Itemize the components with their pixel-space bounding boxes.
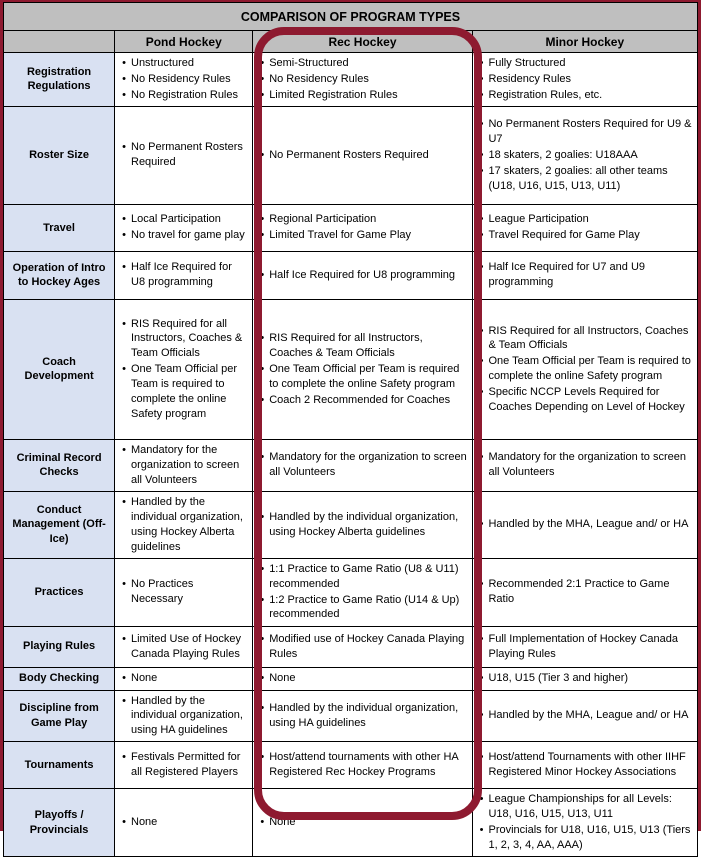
- cell-minor: [472, 789, 697, 857]
- bullet-icon: •: [479, 88, 484, 101]
- row-label: Practices: [4, 558, 115, 626]
- bullet-icon: •: [479, 261, 484, 274]
- bullet-icon: •: [122, 751, 126, 764]
- bullet-item: [480, 228, 693, 243]
- comparison-table-container: [3, 2, 698, 852]
- table-row: [4, 742, 698, 789]
- bullet-item: [260, 632, 467, 662]
- row-label: Tournaments: [4, 742, 115, 789]
- bullet-item: [260, 362, 467, 392]
- bullet-list: [257, 562, 467, 623]
- row-label: Discipline from Game Play: [4, 690, 115, 742]
- bullet-icon: •: [260, 751, 265, 764]
- bullet-icon: •: [122, 88, 126, 101]
- bullet-list: [477, 671, 693, 686]
- bullet-text: Half Ice Required for U7 and U9 programming: [488, 261, 646, 289]
- bullet-text: 1:1 Practice to Game Ratio (U8 & U11) recommended: [269, 562, 459, 590]
- bullet-list: [119, 443, 248, 488]
- bullet-text: RIS Required for all Instructors, Coaches & Team Officials: [488, 324, 689, 352]
- bullet-text: Recommended 2:1 Practice to Game Ratio: [488, 578, 670, 606]
- bullet-icon: •: [260, 72, 265, 85]
- table-row: [4, 558, 698, 626]
- bullet-text: Full Implementation of Hockey Canada Playing Rules: [488, 632, 679, 660]
- cell-rec: [253, 558, 472, 626]
- bullet-icon: •: [479, 72, 484, 85]
- bullet-list: [257, 331, 467, 408]
- cell-pond: [115, 251, 253, 299]
- bullet-item: [260, 671, 467, 686]
- bullet-text: Mandatory for the organization to screen all Volunteers: [131, 443, 240, 486]
- bullet-text: Specific NCCP Levels Required for Coaches Depending on Level of Hockey: [488, 386, 685, 414]
- bullet-list: [477, 708, 693, 723]
- bullet-text: No Registration Rules: [131, 88, 238, 101]
- title-row: [4, 3, 698, 31]
- bullet-item: [122, 815, 248, 830]
- cell-pond: [115, 439, 253, 491]
- bullet-icon: •: [122, 363, 126, 376]
- bullet-icon: •: [122, 261, 126, 274]
- cell-rec: [253, 789, 472, 857]
- bullet-text: No Residency Rules: [269, 72, 369, 85]
- bullet-item: [480, 164, 693, 194]
- bullet-item: [480, 708, 693, 723]
- cell-pond: [115, 667, 253, 690]
- bullet-list: [119, 632, 248, 662]
- bullet-text: Handled by the individual organization, using HA guidelines: [131, 694, 243, 737]
- cell-minor: [472, 626, 697, 667]
- bullet-icon: •: [479, 148, 484, 161]
- bullet-text: Handled by the MHA, League and/ or HA: [488, 518, 689, 531]
- bullet-icon: •: [122, 141, 126, 154]
- bullet-icon: •: [479, 751, 484, 764]
- bullet-icon: •: [122, 694, 126, 707]
- bullet-text: No Permanent Rosters Required: [131, 141, 243, 169]
- row-label: Operation of Intro to Hockey Ages: [4, 251, 115, 299]
- bullet-item: [480, 632, 693, 662]
- bullet-item: [480, 517, 693, 532]
- bullet-text: Mandatory for the organization to screen all Volunteers: [488, 451, 686, 479]
- bullet-item: [122, 260, 248, 290]
- bullet-icon: •: [479, 117, 484, 130]
- bullet-text: Limited Registration Rules: [269, 88, 398, 101]
- bullet-item: [260, 212, 467, 227]
- bullet-icon: •: [260, 88, 265, 101]
- bullet-item: [480, 385, 693, 415]
- cell-rec: [253, 106, 472, 204]
- bullet-text: RIS Required for all Instructors, Coaches & Team Officials: [269, 331, 423, 359]
- bullet-icon: •: [260, 510, 265, 523]
- bullet-icon: •: [260, 593, 265, 606]
- bullet-icon: •: [260, 393, 265, 406]
- bullet-item: [480, 823, 693, 853]
- bullet-icon: •: [479, 386, 484, 399]
- cell-rec: [253, 204, 472, 251]
- bullet-item: [260, 450, 467, 480]
- bullet-list: [477, 324, 693, 416]
- bullet-item: [480, 354, 693, 384]
- bullet-text: No Practices Necessary: [131, 578, 194, 606]
- bullet-icon: •: [260, 451, 265, 464]
- bullet-text: None: [269, 672, 296, 685]
- bullet-list: [257, 701, 467, 731]
- row-label: Registration Regulations: [4, 53, 115, 107]
- table-title: COMPARISON OF PROGRAM TYPES: [4, 3, 698, 31]
- bullet-icon: •: [122, 213, 126, 226]
- cell-rec: [253, 299, 472, 439]
- bullet-text: Festivals Permitted for all Registered Players: [131, 751, 241, 779]
- bullet-list: [257, 212, 467, 243]
- cell-rec: [253, 742, 472, 789]
- cell-rec: [253, 439, 472, 491]
- bullet-icon: •: [260, 229, 265, 242]
- cell-rec: [253, 626, 472, 667]
- bullet-icon: •: [260, 268, 265, 281]
- bullet-text: Residency Rules: [488, 72, 572, 85]
- bullet-list: [477, 750, 693, 780]
- cell-minor: [472, 106, 697, 204]
- bullet-text: One Team Official per Team is required to complete the online Safety program: [269, 362, 460, 390]
- bullet-text: League Participation: [488, 213, 589, 226]
- row-label: Travel: [4, 204, 115, 251]
- bullet-list: [477, 632, 693, 662]
- bullet-icon: •: [122, 57, 126, 69]
- bullet-list: [119, 260, 248, 290]
- bullet-icon: •: [122, 578, 126, 591]
- bullet-text: Host/attend Tournaments with other IIHF Registered Minor Hockey Associations: [488, 751, 686, 779]
- bullet-icon: •: [479, 451, 484, 464]
- bullet-item: [260, 815, 467, 830]
- bullet-list: [257, 510, 467, 540]
- cell-minor: [472, 299, 697, 439]
- bullet-icon: •: [260, 672, 265, 685]
- bullet-item: [480, 88, 693, 103]
- bullet-icon: •: [122, 72, 126, 85]
- bullet-icon: •: [479, 709, 484, 722]
- bullet-text: None: [131, 816, 158, 829]
- cell-minor: [472, 53, 697, 107]
- cell-pond: [115, 690, 253, 742]
- bullet-text: One Team Official per Team is required to complete the online Safety program: [488, 355, 691, 383]
- bullet-item: [480, 56, 693, 71]
- bullet-item: [122, 317, 248, 362]
- bullet-text: None: [269, 816, 296, 829]
- cell-rec: [253, 251, 472, 299]
- bullet-item: [260, 393, 467, 408]
- bullet-list: [119, 140, 248, 170]
- cell-pond: [115, 742, 253, 789]
- bullet-item: [480, 577, 693, 607]
- cell-pond: [115, 299, 253, 439]
- bullet-text: Mandatory for the organization to screen all Volunteers: [269, 451, 467, 479]
- bullet-item: [260, 701, 467, 731]
- bullet-icon: •: [479, 164, 484, 177]
- bullet-list: [119, 212, 248, 243]
- bullet-icon: •: [479, 57, 484, 69]
- bullet-item: [260, 750, 467, 780]
- bullet-item: [260, 268, 467, 283]
- bullet-item: [480, 324, 693, 354]
- bullet-icon: •: [122, 229, 126, 242]
- bullet-text: None: [131, 672, 158, 685]
- cell-rec: [253, 667, 472, 690]
- cell-minor: [472, 742, 697, 789]
- bullet-icon: •: [260, 562, 265, 575]
- bullet-text: Host/attend tournaments with other HA Registered Rec Hockey Programs: [269, 751, 459, 779]
- bullet-item: [122, 577, 248, 607]
- bullet-item: [122, 140, 248, 170]
- bullet-item: [260, 593, 467, 623]
- bullet-item: [260, 88, 467, 103]
- bullet-list: [119, 750, 248, 780]
- bullet-list: [257, 450, 467, 480]
- table-row: [4, 204, 698, 251]
- cell-minor: [472, 204, 697, 251]
- bullet-list: [257, 815, 467, 830]
- column-header-pond-hockey: Pond Hockey: [115, 31, 253, 53]
- comparison-table: [3, 2, 698, 857]
- table-row: [4, 667, 698, 690]
- bullet-icon: •: [260, 57, 265, 69]
- bullet-text: Limited Use of Hockey Canada Playing Rules: [131, 632, 242, 660]
- bullet-icon: •: [260, 213, 265, 226]
- bullet-text: Handled by the individual organization, using Hockey Alberta guidelines: [131, 495, 243, 553]
- bullet-list: [257, 632, 467, 662]
- cell-rec: [253, 491, 472, 558]
- bullet-item: [122, 56, 248, 71]
- cell-pond: [115, 491, 253, 558]
- bullet-icon: •: [122, 443, 126, 456]
- bullet-list: [477, 212, 693, 243]
- table-row: [4, 789, 698, 857]
- bullet-text: Coach 2 Recommended for Coaches: [269, 393, 451, 406]
- bullet-text: Local Participation: [131, 213, 221, 226]
- bullet-item: [260, 562, 467, 592]
- table-row: [4, 299, 698, 439]
- table-row: [4, 491, 698, 558]
- bullet-icon: •: [122, 495, 126, 508]
- table-row: [4, 106, 698, 204]
- table-body: [4, 53, 698, 857]
- bullet-text: Provincials for U18, U16, U15, U13 (Tiers 1, 2, 3, 4, AA, AAA): [488, 824, 691, 852]
- bullet-icon: •: [260, 362, 265, 375]
- bullet-text: Fully Structured: [488, 57, 566, 69]
- bullet-text: No Permanent Rosters Required: [269, 148, 429, 161]
- bullet-icon: •: [260, 816, 265, 829]
- bullet-item: [480, 117, 693, 147]
- bullet-text: No Permanent Rosters Required for U9 & U7: [488, 117, 692, 145]
- table-row: [4, 439, 698, 491]
- bullet-list: [477, 792, 693, 853]
- row-label: Playing Rules: [4, 626, 115, 667]
- cell-pond: [115, 789, 253, 857]
- bullet-text: Regional Participation: [269, 213, 377, 226]
- bullet-text: Handled by the MHA, League and/ or HA: [488, 709, 689, 722]
- bullet-item: [122, 212, 248, 227]
- bullet-icon: •: [479, 518, 484, 531]
- cell-minor: [472, 439, 697, 491]
- column-header-row: [4, 31, 698, 53]
- bullet-item: [122, 362, 248, 422]
- bullet-icon: •: [260, 632, 265, 645]
- bullet-list: [257, 148, 467, 163]
- bullet-item: [480, 212, 693, 227]
- cell-pond: [115, 626, 253, 667]
- bullet-list: [477, 260, 693, 290]
- bullet-list: [119, 694, 248, 739]
- bullet-list: [257, 671, 467, 686]
- bullet-icon: •: [479, 632, 484, 645]
- cell-pond: [115, 106, 253, 204]
- column-header-minor-hockey: Minor Hockey: [472, 31, 697, 53]
- bullet-text: U18, U15 (Tier 3 and higher): [488, 672, 629, 685]
- bullet-item: [480, 260, 693, 290]
- bullet-text: Semi-Structured: [269, 57, 349, 69]
- cell-pond: [115, 53, 253, 107]
- bullet-icon: •: [122, 816, 126, 829]
- cell-minor: [472, 491, 697, 558]
- bullet-icon: •: [479, 213, 484, 226]
- bullet-icon: •: [479, 578, 484, 591]
- bullet-text: Handled by the individual organization, using Hockey Alberta guidelines: [269, 510, 459, 538]
- bullet-text: 18 skaters, 2 goalies: U18AAA: [488, 148, 638, 161]
- bullet-list: [257, 750, 467, 780]
- bullet-list: [477, 56, 693, 103]
- bullet-list: [477, 517, 693, 532]
- table-row: [4, 626, 698, 667]
- bullet-list: [257, 56, 467, 103]
- bullet-item: [480, 671, 693, 686]
- bullet-text: Half Ice Required for U8 programming: [131, 261, 232, 289]
- row-label: Body Checking: [4, 667, 115, 690]
- bullet-icon: •: [479, 824, 484, 837]
- bullet-list: [257, 268, 467, 283]
- bullet-list: [119, 495, 248, 555]
- bullet-list: [119, 56, 248, 103]
- cell-minor: [472, 667, 697, 690]
- table-row: [4, 690, 698, 742]
- bullet-icon: •: [122, 632, 126, 645]
- bullet-icon: •: [479, 324, 484, 337]
- row-label: Coach Development: [4, 299, 115, 439]
- bullet-text: League Championships for all Levels: U18, U16, U15, U13, U11: [488, 793, 672, 821]
- bullet-list: [119, 577, 248, 607]
- table-row: [4, 251, 698, 299]
- bullet-list: [477, 117, 693, 194]
- bullet-item: [260, 72, 467, 87]
- bullet-item: [122, 228, 248, 243]
- bullet-icon: •: [122, 317, 126, 330]
- bullet-item: [122, 72, 248, 87]
- bullet-icon: •: [260, 331, 265, 344]
- row-label: Criminal Record Checks: [4, 439, 115, 491]
- row-label: Playoffs / Provincials: [4, 789, 115, 857]
- bullet-text: No Residency Rules: [131, 72, 231, 85]
- bullet-item: [122, 671, 248, 686]
- bullet-item: [122, 443, 248, 488]
- bullet-icon: •: [260, 702, 265, 714]
- bullet-item: [480, 750, 693, 780]
- table-row: [4, 53, 698, 107]
- bullet-text: One Team Official per Team is required to complete the online Safety program: [131, 363, 237, 421]
- bullet-text: 17 skaters, 2 goalies: all other teams (U18, U16, U15, U13, U11): [488, 164, 668, 192]
- bullet-item: [260, 228, 467, 243]
- bullet-item: [122, 632, 248, 662]
- bullet-item: [260, 148, 467, 163]
- bullet-item: [122, 694, 248, 739]
- bullet-list: [119, 671, 248, 686]
- bullet-list: [477, 450, 693, 480]
- row-label: Roster Size: [4, 106, 115, 204]
- cell-minor: [472, 558, 697, 626]
- cell-pond: [115, 558, 253, 626]
- bullet-item: [122, 495, 248, 555]
- bullet-item: [122, 750, 248, 780]
- bullet-item: [260, 331, 467, 361]
- bullet-list: [477, 577, 693, 607]
- bullet-text: Unstructured: [131, 57, 194, 69]
- bullet-text: Limited Travel for Game Play: [269, 229, 412, 242]
- bullet-item: [480, 792, 693, 822]
- bullet-text: Registration Rules, etc.: [488, 88, 603, 101]
- bullet-item: [480, 450, 693, 480]
- bullet-text: Handled by the individual organization, using HA guidelines: [269, 702, 459, 729]
- cell-minor: [472, 690, 697, 742]
- bullet-list: [119, 815, 248, 830]
- bullet-text: No travel for game play: [131, 229, 245, 242]
- cell-rec: [253, 690, 472, 742]
- bullet-item: [260, 510, 467, 540]
- bullet-icon: •: [479, 229, 484, 242]
- bullet-text: 1:2 Practice to Game Ratio (U14 & Up) recommended: [269, 593, 460, 621]
- bullet-icon: •: [122, 672, 126, 685]
- bullet-text: Travel Required for Game Play: [488, 229, 640, 242]
- cell-rec: [253, 53, 472, 107]
- cell-minor: [472, 251, 697, 299]
- column-header-rec-hockey: Rec Hockey: [253, 31, 472, 53]
- bullet-item: [480, 148, 693, 163]
- bullet-icon: •: [479, 355, 484, 368]
- bullet-icon: •: [479, 793, 484, 806]
- row-label: Conduct Management (Off-Ice): [4, 491, 115, 558]
- bullet-list: [119, 317, 248, 423]
- bullet-text: Half Ice Required for U8 programming: [269, 268, 456, 281]
- bullet-text: RIS Required for all Instructors, Coaches & Team Officials: [131, 317, 243, 360]
- cell-pond: [115, 204, 253, 251]
- bullet-icon: •: [260, 148, 265, 161]
- bullet-text: Modified use of Hockey Canada Playing Rules: [269, 632, 465, 660]
- bullet-item: [122, 88, 248, 103]
- bullet-item: [260, 56, 467, 71]
- column-header-blank: [4, 31, 115, 53]
- bullet-icon: •: [479, 672, 484, 685]
- bullet-item: [480, 72, 693, 87]
